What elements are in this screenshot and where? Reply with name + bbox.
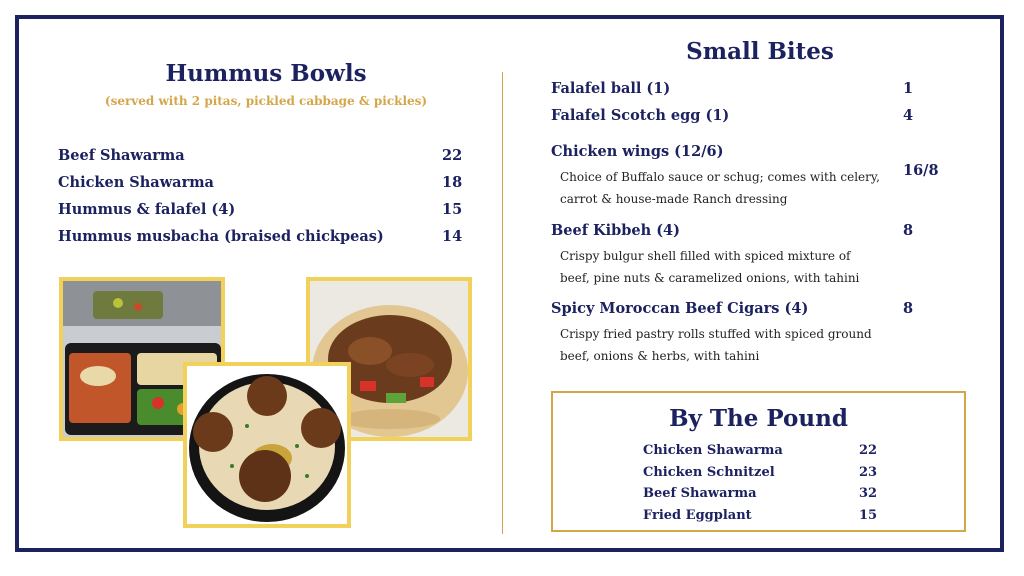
hummus-item-price: 14 <box>442 228 463 245</box>
pound-item-name: Fried Eggplant <box>643 508 752 523</box>
pound-item-price: 23 <box>859 465 878 480</box>
pound-item-price: 15 <box>859 508 878 523</box>
hummus-falafel-bowl-image <box>187 366 347 524</box>
small-bites-title: Small Bites <box>686 38 834 65</box>
hummus-item-name: Beef Shawarma <box>58 147 185 164</box>
small-bite-price: 16/8 <box>903 162 939 179</box>
hummus-item-name: Hummus musbacha (braised chickpeas) <box>58 228 384 245</box>
description-line: beef, onions & herbs, with tahini <box>560 349 760 363</box>
hummus-bowls-title: Hummus Bowls <box>165 60 367 87</box>
small-bite-price: 1 <box>903 80 914 97</box>
description-line: carrot & house-made Ranch dressing <box>560 192 788 206</box>
small-bite-price: 8 <box>903 222 914 239</box>
pound-item-name: Chicken Schnitzel <box>643 465 775 480</box>
small-bite-description <box>560 323 895 367</box>
small-bite-description <box>560 245 895 289</box>
hummus-item-price: 22 <box>442 147 463 164</box>
hummus-item-price: 18 <box>442 174 463 191</box>
small-bite-price: 8 <box>903 300 914 317</box>
description-line: beef, pine nuts & caramelized onions, with tahini <box>560 271 860 285</box>
hummus-item-name: Hummus & falafel (4) <box>58 201 236 218</box>
by-the-pound-title: By The Pound <box>669 405 848 432</box>
small-bite-price: 4 <box>903 107 914 124</box>
hummus-bowls-subtitle: (served with 2 pitas, pickled cabbage & pickles) <box>104 94 428 108</box>
photo-hummus-falafel-bowl <box>183 362 351 528</box>
column-divider <box>502 72 503 534</box>
pound-item-price: 22 <box>859 443 878 458</box>
small-bite-name: Chicken wings (12/6) <box>551 143 724 160</box>
description-line: Crispy fried pastry rolls stuffed with spiced ground <box>560 327 872 341</box>
pound-item-price: 32 <box>859 486 878 501</box>
small-bite-name: Falafel Scotch egg (1) <box>551 107 730 124</box>
small-bite-description <box>560 166 895 210</box>
small-bite-name: Falafel ball (1) <box>551 80 671 97</box>
hummus-item-price: 15 <box>442 201 463 218</box>
description-line: Choice of Buffalo sauce or schug; comes with celery, <box>560 170 880 184</box>
by-the-pound-box <box>551 391 966 532</box>
small-bite-name: Spicy Moroccan Beef Cigars (4) <box>551 300 809 317</box>
hummus-item-name: Chicken Shawarma <box>58 174 214 191</box>
small-bite-name: Beef Kibbeh (4) <box>551 222 681 239</box>
pound-item-name: Beef Shawarma <box>643 486 757 501</box>
pound-item-name: Chicken Shawarma <box>643 443 783 458</box>
description-line: Crispy bulgur shell filled with spiced mixture of <box>560 249 851 263</box>
